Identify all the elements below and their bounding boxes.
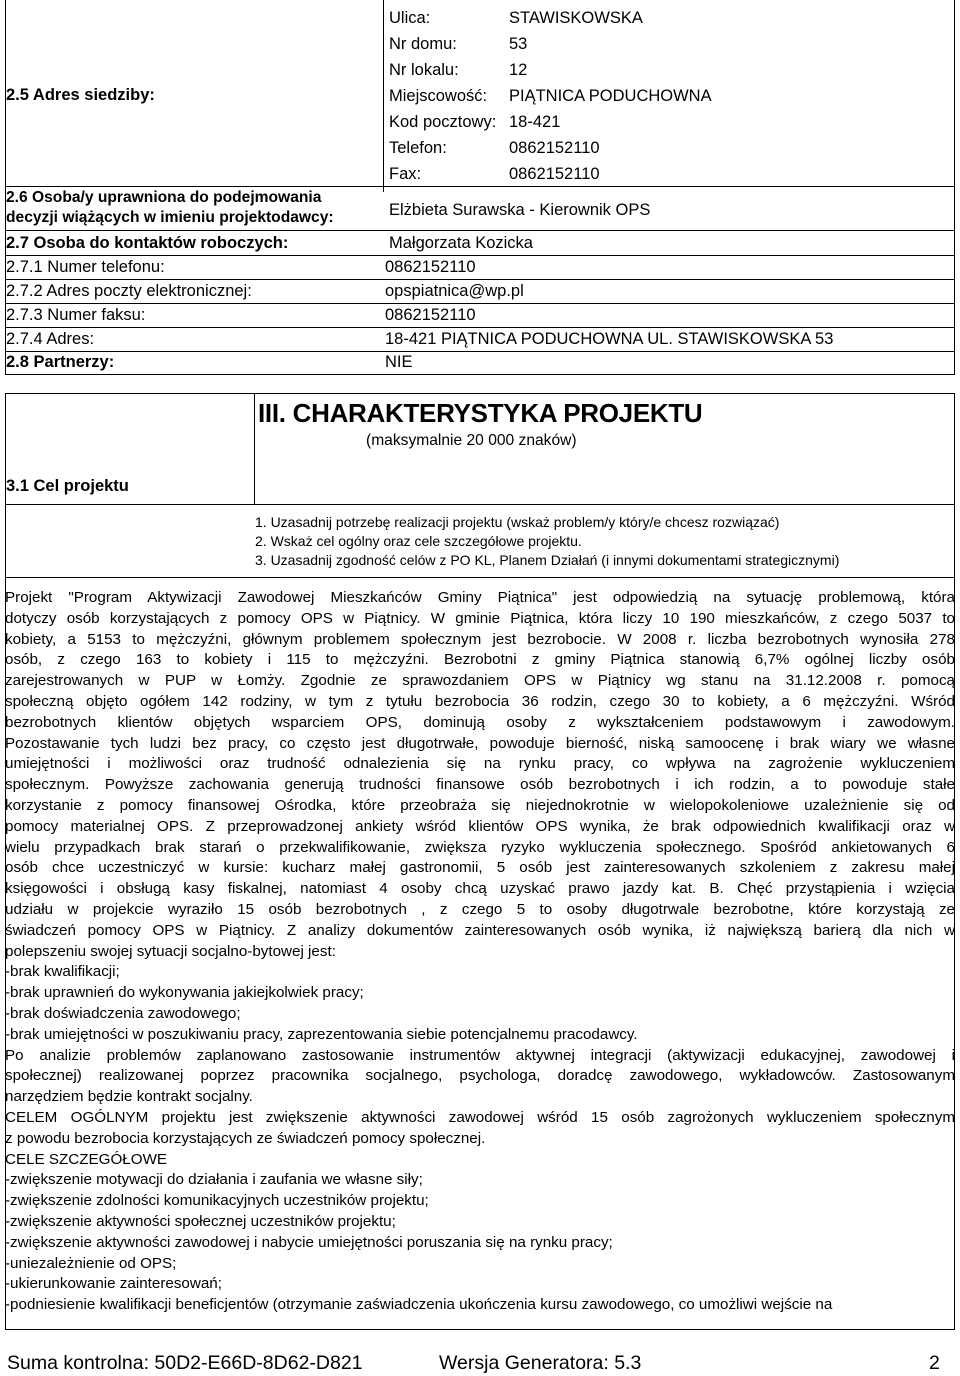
body-line: Po analizie problemów zaplanowano zastosowanie instrumentów aktywnej integracji (aktywizacji edukacyjnej, zawodowej i	[5, 1046, 955, 1064]
phone-row-bottom-line	[5, 279, 955, 280]
body-line: korzystanie z pomocy finansowej Ośrodka, które przeobraża się niejednokrotnie w wielopokoleniowe uzależnienie się od	[5, 796, 955, 814]
body-line: -brak uprawnień do wykonywania jakiejkolwiek pracy;	[5, 984, 364, 1002]
body-line: -zwiększenie zdolności komunikacyjnych uczestników projektu;	[5, 1192, 429, 1210]
address-city-value: PIĄTNICA PODUCHOWNA	[509, 87, 712, 105]
email-label: 2.7.2 Adres poczty elektronicznej:	[6, 282, 252, 300]
goal-label: 3.1 Cel projektu	[6, 477, 129, 495]
phone-value: 0862152110	[385, 258, 476, 276]
body-line: -zwiększenie motywacji do działania i zaufania we własne siły;	[5, 1171, 423, 1189]
addr-row-bottom-line	[5, 351, 955, 352]
section3-instructions-bottom-line	[5, 577, 955, 578]
address-fax-label: Fax:	[389, 165, 422, 183]
partners-row-bottom-line	[5, 374, 955, 375]
section3-header-bottom-line	[5, 504, 955, 505]
body-line: świadczeń pomocy OPS w Piątnicy. Z analizy dokumentów zainteresowanych osób wynika, iż największą barierą dla nich w	[5, 921, 955, 939]
address-flat-value: 12	[509, 61, 528, 79]
table-right-border	[954, 0, 955, 375]
footer-version: Wersja Generatora: 5.3	[439, 1352, 642, 1374]
body-line: osób chce uczestniczyć w kursie: kucharz małej gastronomii, 5 osób jest zainteresowanych szkoleniem z zakresu małej	[5, 859, 955, 877]
authorized-value: Elżbieta Surawska - Kierownik OPS	[389, 201, 651, 219]
section3-left-column-divider	[254, 393, 255, 505]
body-line: społecznym. Powyższe zachowania generują trudności finansowe osób bezrobotnych i ich rodzin, a to powoduje stałe	[5, 776, 955, 794]
footer-checksum: Suma kontrolna: 50D2-E66D-8D62-D821	[7, 1352, 363, 1374]
body-line: społecznej) realizowanej poprzez pracownika socjalnego, psychologa, doradcę zawodowego, wykładowców. Zastosowanym	[5, 1067, 955, 1085]
address-city-label: Miejscowość:	[389, 87, 488, 105]
body-line: pomocy materialnej OPS. Z przeprowadzonej ankiety wśród klientów OPS wynika, że brak odpowiednich kwalifikacji oraz w	[5, 817, 955, 835]
address-house-value: 53	[509, 35, 528, 53]
contact-value: Małgorzata Kozicka	[389, 234, 533, 252]
body-line: udziału w projekcie wyraziło 15 osób bezrobotnych , z czego 5 to osoby długotrwale bezrobotne, które korzystają ze	[5, 900, 955, 918]
body-line: dotyczy osób korzystających z pomocy OPS w Piątnicy. W gminie Piątnica, która liczy 10 190 mieszkańców, z czego 5037 to	[5, 609, 955, 627]
contact-row-bottom-line	[5, 255, 955, 256]
section3-subtitle: (maksymalnie 20 000 znaków)	[366, 432, 577, 449]
email-value: opspiatnica@wp.pl	[385, 282, 524, 300]
phone-label: 2.7.1 Numer telefonu:	[6, 258, 165, 276]
body-line: kobiety, a 5153 to mężczyźni, głównym problemem społecznym jest bezrobocie. W 2008 r. liczba bezrobotnych wynosiła 278	[5, 630, 955, 648]
address-postcode-label: Kod pocztowy:	[389, 113, 497, 131]
section3-top-line	[5, 393, 955, 394]
body-line: osób, z czego 163 to kobiety i 115 to mężczyźni. Bezrobotni z gminy Piątnica stanowią 6,7% ogólnej liczby osób	[5, 651, 955, 669]
address-postcode-value: 18-421	[509, 113, 561, 131]
body-line: narzędziem będzie kontrakt socjalny.	[5, 1088, 253, 1106]
instruction-3: 3. Uzasadnij zgodność celów z PO KL, Planem Działań (i innymi dokumentami strategicznymi)	[255, 552, 840, 568]
section3-title: III. CHARAKTERYSTYKA PROJEKTU	[258, 398, 703, 428]
address-street-value: STAWISKOWSKA	[509, 9, 643, 27]
fax-row-bottom-line	[5, 327, 955, 328]
body-line: CELE SZCZEGÓŁOWE	[5, 1150, 168, 1168]
project-description	[5, 588, 955, 1316]
body-line: CELEM OGÓLNYM projektu jest zwiększenie aktywności zawodowej wśród 15 osób zagrożonych wykluczeniem społecznym	[5, 1108, 955, 1126]
body-line: -brak doświadczenia zawodowego;	[5, 1004, 241, 1022]
partners-value: NIE	[385, 353, 413, 371]
fax-value: 0862152110	[385, 306, 476, 324]
address-flat-label: Nr lokalu:	[389, 61, 459, 79]
fax-label: 2.7.3 Numer faksu:	[6, 306, 146, 324]
footer-top-line	[5, 1329, 955, 1330]
body-line: księgowości i obsługą kasy fiskalnej, natomiast 4 osoby chcą uzyskać prawo jazdy kat. B. Chęć przystąpienia i wzięcia	[5, 880, 955, 898]
addr-label: 2.7.4 Adres:	[6, 330, 95, 348]
addr-value: 18-421 PIĄTNICA PODUCHOWNA UL. STAWISKOWSKA 53	[385, 330, 834, 348]
address-phone-label: Telefon:	[389, 139, 447, 157]
address-block-bottom-line	[5, 186, 955, 187]
authorized-row-bottom-line	[5, 230, 955, 231]
body-line: zarejestrowanych w PUP w Łomży. Zgodnie ze sprawozdaniem OPS w Piątnicy wg stanu na 31.12.2008 r. pomocą	[5, 672, 955, 690]
body-line: -brak kwalifikacji;	[5, 963, 120, 981]
body-line: -uniezależnienie od OPS;	[5, 1254, 177, 1272]
body-line: polepszeniu swojej sytuacji socjalno-bytowej jest:	[5, 942, 336, 960]
body-line: Projekt "Program Aktywizacji Zawodowej Mieszkańców Gminy Piątnica" jest odpowiedzią na sytuację problemową, która	[5, 589, 955, 606]
address-fax-value: 0862152110	[509, 165, 600, 183]
footer-page-number: 2	[929, 1352, 940, 1374]
body-line: umiejętności i możliwości oraz trudność odnalezienia się na rynku pracy, co wpływa na zagrożenie wykluczeniem	[5, 755, 955, 773]
instruction-1: 1. Uzasadnij potrzebę realizacji projektu (wskaż problem/y który/e chcesz rozwiązać)	[255, 514, 780, 530]
body-line: bezrobotnych klientów objętych wsparciem OPS, dominują osoby z wykształceniem podstawowym i zawodowym.	[5, 713, 955, 731]
address-column-divider	[383, 0, 384, 192]
email-row-bottom-line	[5, 303, 955, 304]
body-line: -ukierunkowanie zainteresowań;	[5, 1275, 222, 1293]
address-house-label: Nr domu:	[389, 35, 457, 53]
authorized-label-line-2: decyzji wiążących w imieniu projektodawcy:	[6, 209, 334, 226]
contact-label: 2.7 Osoba do kontaktów roboczych:	[6, 234, 289, 252]
body-line: wielu przypadkach brak starań o przekwalifikowanie, zwiększa ryzyko wykluczenia społecznego. Spośród ankietowanych 6	[5, 838, 955, 856]
body-line: -zwiększenie aktywności społecznej uczestników projektu;	[5, 1212, 396, 1230]
body-line: -podniesienie kwalifikacji beneficjentów (otrzymanie zaświadczenia ukończenia kursu zawodowego, co umożliwi wejście na	[5, 1296, 833, 1314]
instruction-2: 2. Wskaż cel ogólny oraz cele szczegółowe projektu.	[255, 533, 582, 549]
address-phone-value: 0862152110	[509, 139, 600, 157]
body-line: Pozostawanie tych ludzi bez pracy, co często jest długotrwałe, powoduje bierność, niską samoocenę i brak wiary we własne	[5, 734, 955, 752]
body-line: -brak umiejętności w poszukiwaniu pracy, zaprezentowania siebie potencjalnemu pracodawcy.	[5, 1025, 638, 1043]
address-section-label: 2.5 Adres siedziby:	[6, 86, 155, 104]
address-street-label: Ulica:	[389, 9, 431, 27]
body-line: -zwiększenie aktywności zawodowej i nabycie umiejętności poruszania się na rynku pracy;	[5, 1233, 613, 1251]
authorized-label-line-1: 2.6 Osoba/y uprawniona do podejmowania	[6, 189, 322, 206]
body-line: społeczną objęto ogółem 142 rodziny, w tym z tytułu bezrobocia 36 rodzin, czego 30 to kobiety, a 6 mężczyźni. Wśród	[5, 692, 955, 710]
body-line: z powodu bezrobocia korzystających ze świadczeń pomocy społecznej.	[5, 1129, 486, 1147]
partners-label: 2.8 Partnerzy:	[6, 353, 115, 371]
